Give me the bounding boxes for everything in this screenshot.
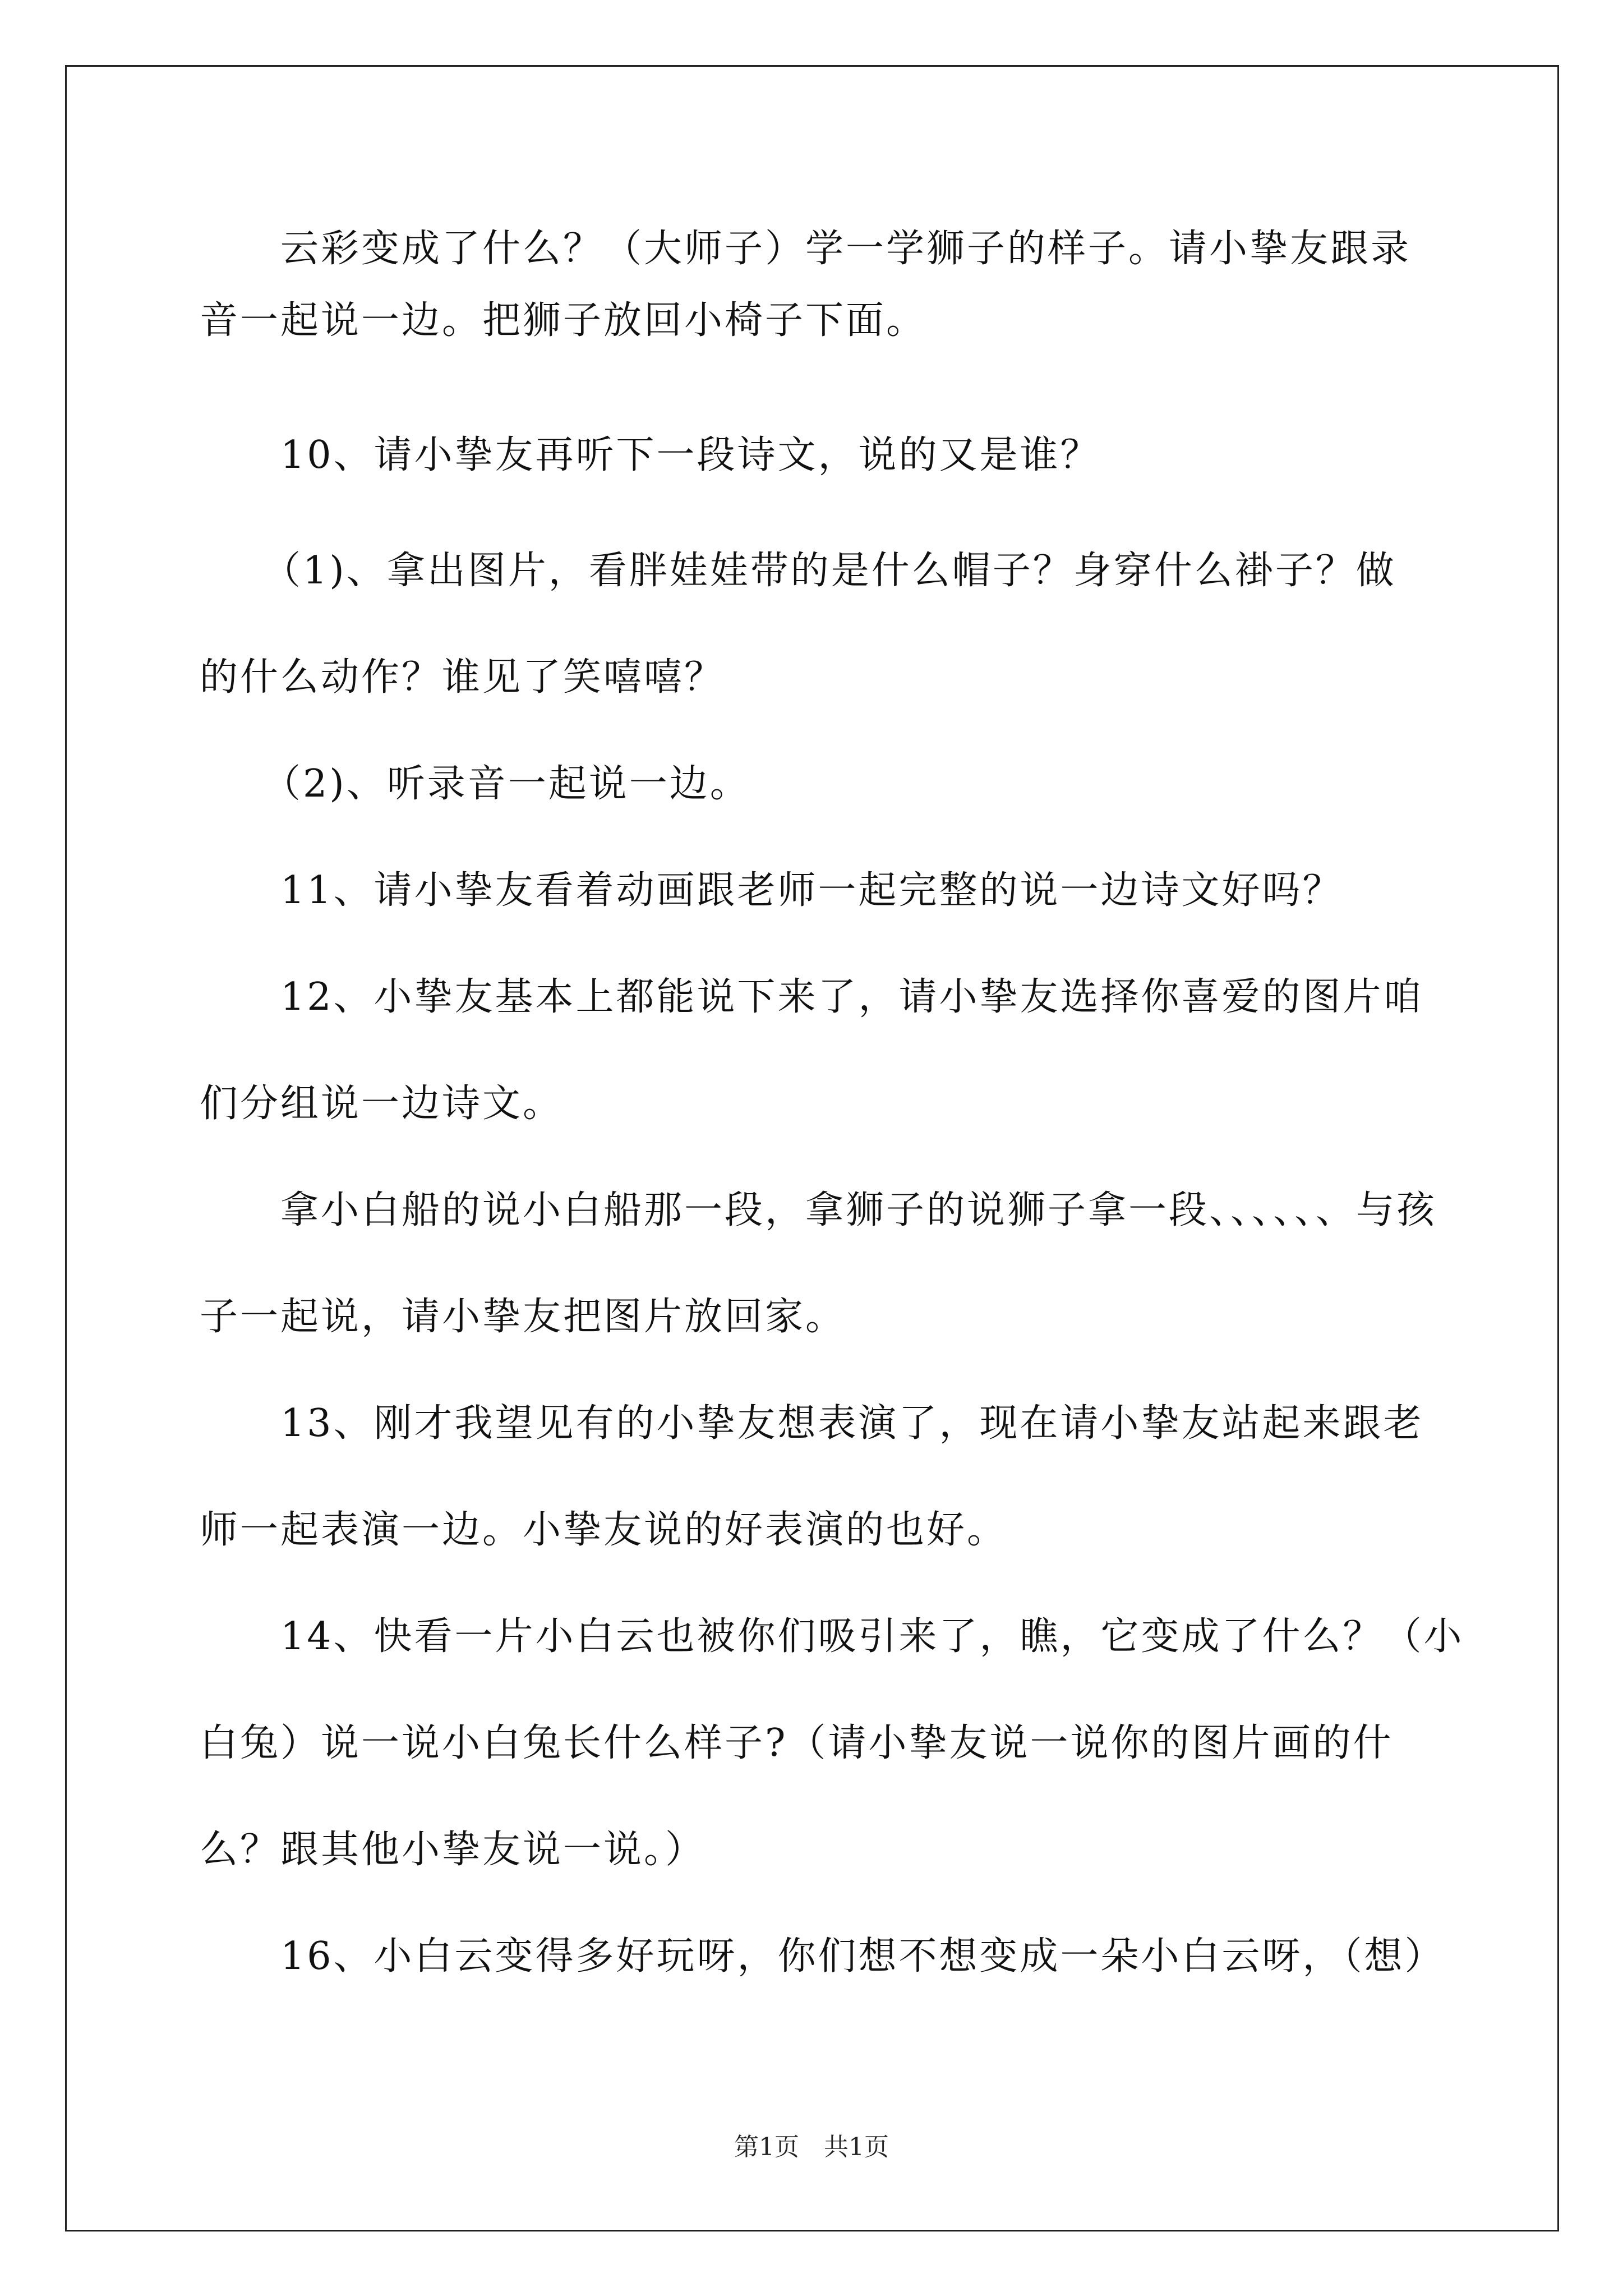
text-line-3: 10、请小挚友再听下一段诗文，说的又是谁？	[280, 433, 1101, 477]
text-line-11: 子一起说，请小挚友把图片放回家。	[200, 1295, 846, 1339]
text-line-13: 师一起表演一边。小挚友说的好表演的也好。	[200, 1508, 1008, 1552]
page-border	[65, 65, 1559, 2231]
text-line-17: 16、小白云变得多好玩呀，你们想不想变成一朵小白云呀，（想）	[280, 1934, 1445, 1978]
text-line-14: 14、快看一片小白云也被你们吸引来了，瞧，它变成了什么？（小	[280, 1614, 1464, 1659]
text-line-6: （2)、听录音一起说一边。	[262, 762, 750, 806]
text-line-12: 13、刚才我望见有的小挚友想表演了，现在请小挚友站起来跟老	[280, 1401, 1424, 1446]
text-line-2: 音一起说一边。把狮子放回小椅子下面。	[200, 298, 927, 343]
text-line-8: 12、小挚友基本上都能说下来了，请小挚友选择你喜爱的图片咱	[280, 975, 1424, 1019]
page-number-footer: 第1页 共1页	[734, 2133, 889, 2161]
text-line-1: 云彩变成了什么？（大师子）学一学狮子的样子。请小挚友跟录	[280, 227, 1412, 271]
text-line-16: 么？跟其他小挚友说一说。）	[200, 1828, 706, 1872]
text-line-9: 们分组说一边诗文。	[200, 1082, 564, 1126]
text-line-4: （1)、拿出图片，看胖娃娃带的是什么帽子？身穿什么褂子？做	[262, 549, 1396, 593]
text-line-5: 的什么动作？谁见了笑嘻嘻？	[200, 655, 725, 700]
text-line-10: 拿小白船的说小白船那一段，拿狮子的说狮子拿一段、、、、、、与孩	[280, 1188, 1437, 1232]
text-line-7: 11、请小挚友看着动画跟老师一起完整的说一边诗文好吗？	[280, 868, 1343, 913]
text-line-15: 白兔）说一说小白兔长什么样子?（请小挚友说一说你的图片画的什	[200, 1721, 1394, 1765]
